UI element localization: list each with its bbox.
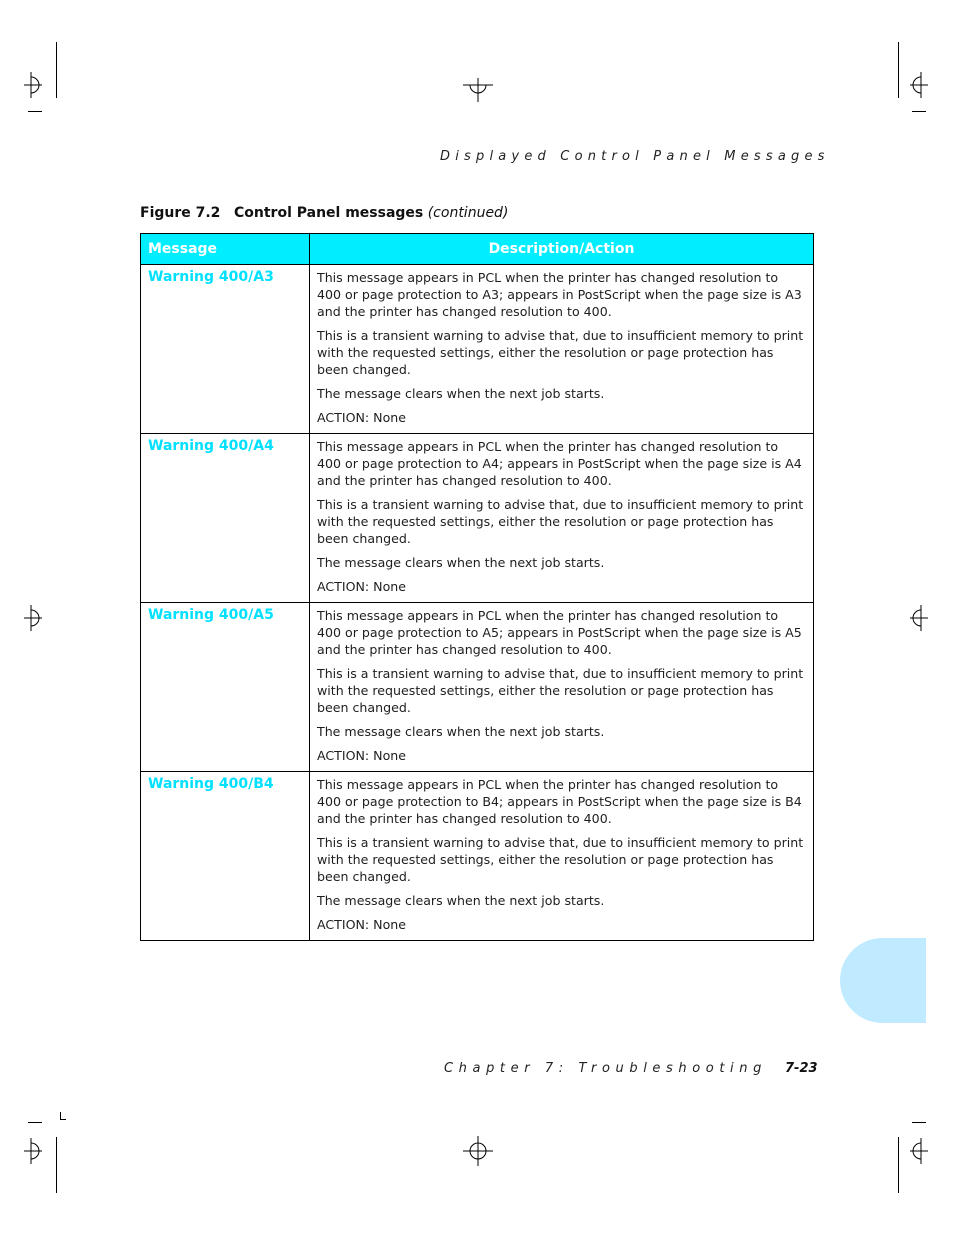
message-name: Warning 400/A5	[141, 603, 310, 772]
description-paragraph: This message appears in PCL when the printer has changed resolution to 400 or page protection to A3; appears in PostScript when the page size is A3 and the printer has changed resolution to 400.	[317, 270, 802, 319]
crop-mark	[60, 1119, 66, 1120]
header-description: Description/Action	[310, 234, 814, 265]
registration-mark-icon	[908, 1138, 928, 1164]
registration-mark-icon	[24, 1138, 44, 1164]
description-paragraph: The message clears when the next job starts.	[317, 724, 605, 739]
action-text: ACTION: None	[317, 410, 407, 425]
chapter-tab	[840, 938, 926, 1023]
page-number: 7-23	[785, 1061, 818, 1076]
action-text: ACTION: None	[317, 579, 407, 594]
action-text: ACTION: None	[317, 748, 407, 763]
crop-mark	[912, 111, 926, 112]
figure-continued: (continued)	[427, 205, 509, 221]
table-row	[141, 434, 814, 603]
description-paragraph: The message clears when the next job starts.	[317, 893, 605, 908]
running-head: Displayed Control Panel Messages	[440, 149, 830, 164]
message-description	[310, 434, 814, 603]
registration-mark-icon	[908, 605, 928, 631]
registration-mark-icon	[908, 72, 928, 98]
message-name: Warning 400/B4	[141, 772, 310, 941]
table-header-row	[141, 234, 814, 265]
description-paragraph: This is a transient warning to advise that, due to insufficient memory to print with the requested settings, either the resolution or page protection has been changed.	[317, 835, 804, 884]
message-description	[310, 603, 814, 772]
message-description	[310, 265, 814, 434]
registration-mark-icon	[24, 72, 44, 98]
crop-mark	[56, 42, 57, 98]
crop-mark	[56, 1137, 57, 1193]
registration-mark-icon	[463, 1136, 493, 1166]
crop-mark	[28, 1122, 42, 1123]
crop-mark	[912, 1122, 926, 1123]
description-paragraph: This message appears in PCL when the printer has changed resolution to 400 or page protection to A5; appears in PostScript when the page size is A5 and the printer has changed resolution to 400.	[317, 608, 802, 657]
crop-mark	[28, 111, 42, 112]
message-name: Warning 400/A3	[141, 265, 310, 434]
description-paragraph: The message clears when the next job starts.	[317, 555, 605, 570]
table-row	[141, 603, 814, 772]
message-name: Warning 400/A4	[141, 434, 310, 603]
figure-caption	[140, 205, 508, 221]
description-paragraph: This message appears in PCL when the printer has changed resolution to 400 or page protection to A4; appears in PostScript when the page size is A4 and the printer has changed resolution to 400.	[317, 439, 802, 488]
header-message: Message	[141, 234, 310, 265]
registration-mark-icon	[463, 78, 493, 102]
table-row	[141, 772, 814, 941]
description-paragraph: This is a transient warning to advise that, due to insufficient memory to print with the requested settings, either the resolution or page protection has been changed.	[317, 666, 804, 715]
description-paragraph: This message appears in PCL when the printer has changed resolution to 400 or page protection to B4; appears in PostScript when the page size is B4 and the printer has changed resolution to 400.	[317, 777, 802, 826]
description-paragraph: The message clears when the next job starts.	[317, 386, 605, 401]
description-paragraph: This is a transient warning to advise that, due to insufficient memory to print with the requested settings, either the resolution or page protection has been changed.	[317, 497, 804, 546]
table-row	[141, 265, 814, 434]
action-text: ACTION: None	[317, 917, 407, 932]
description-paragraph: This is a transient warning to advise that, due to insufficient memory to print with the requested settings, either the resolution or page protection has been changed.	[317, 328, 804, 377]
crop-mark	[898, 1137, 899, 1193]
crop-mark	[898, 42, 899, 98]
message-description	[310, 772, 814, 941]
figure-title: Control Panel messages	[234, 205, 424, 221]
figure-number: Figure 7.2	[140, 205, 221, 221]
control-panel-messages-table	[140, 233, 814, 941]
registration-mark-icon	[24, 605, 44, 631]
running-foot: Chapter 7: Troubleshooting	[444, 1061, 767, 1076]
